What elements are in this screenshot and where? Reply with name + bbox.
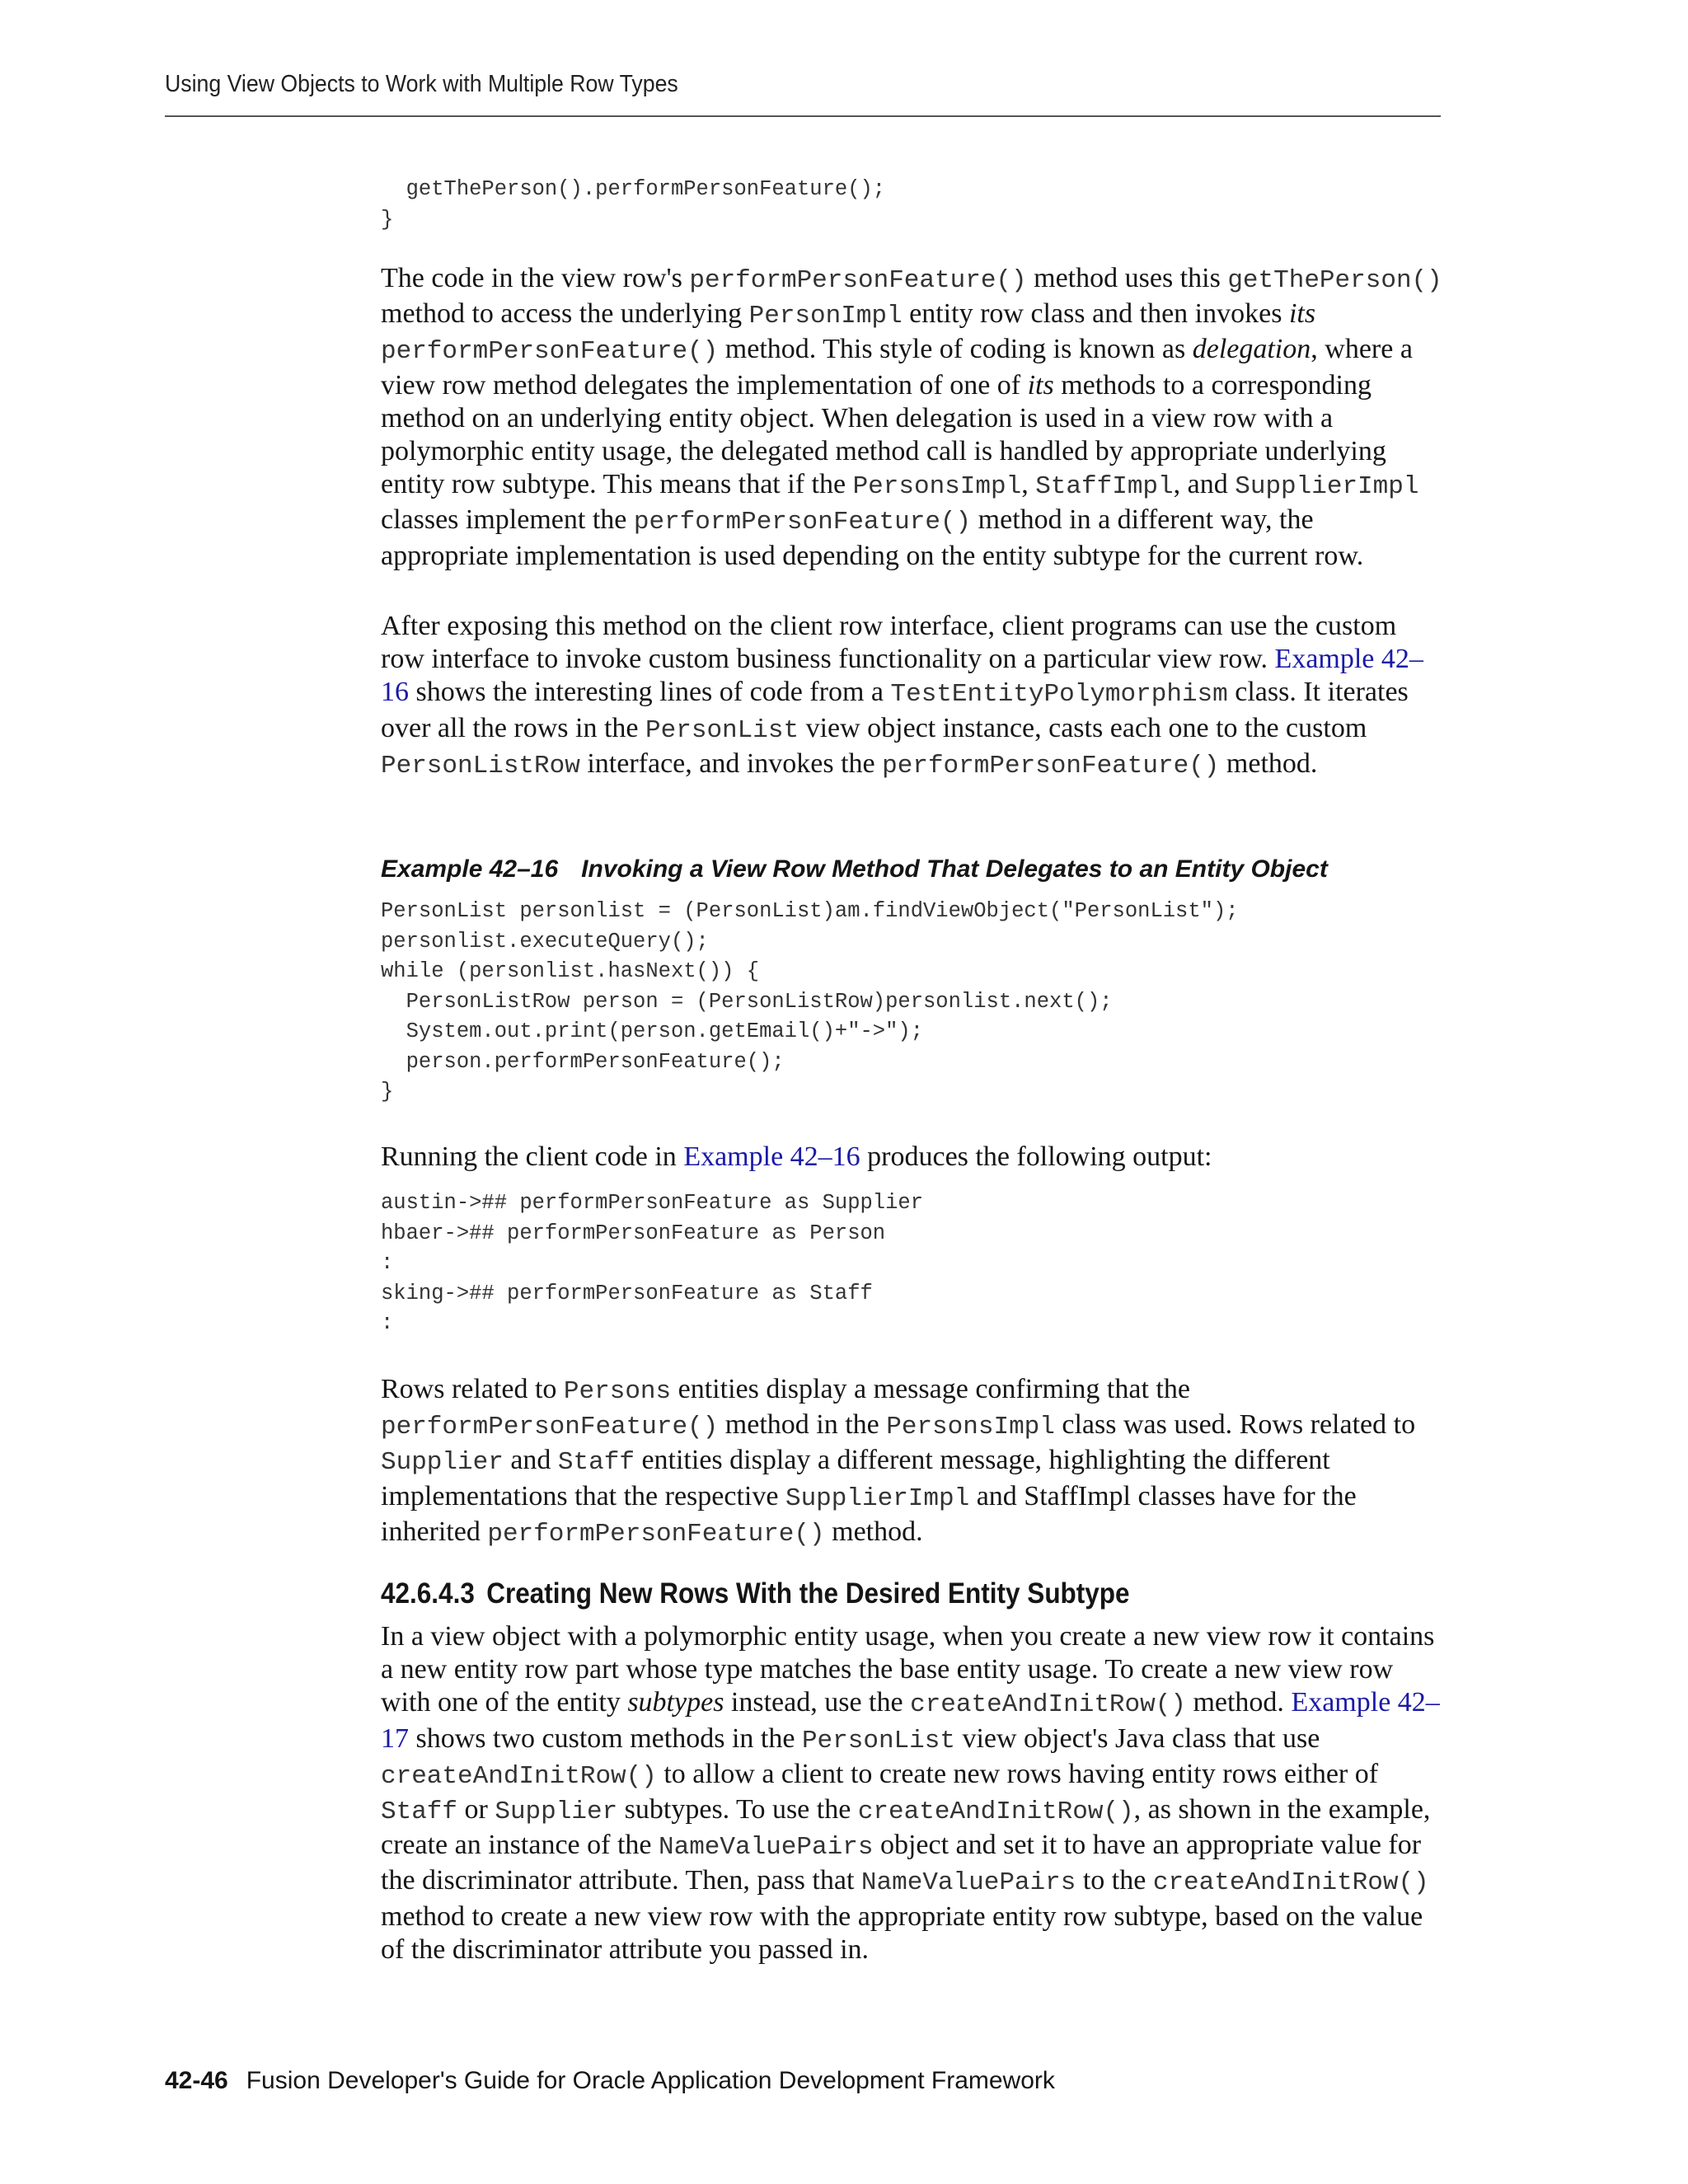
code-block-output: austin->## performPersonFeature as Supplier hbaer->## performPersonFeature as Person : sking->## performPersonFeature as Staff : (381, 1191, 924, 1335)
code-block-example: PersonList personlist = (PersonList)am.findViewObject("PersonList"); personlist.executeQuery(); while (personlist.hasNext()) { PersonListRow person = (PersonListRow)personlist.next(); System.out.print(person.getEmail()+"->"); person.performPersonFeature(); } (381, 899, 1239, 1104)
paragraph-client-interface: After exposing this method on the client row interface, client programs can use the custom row interface to invoke custom business functionality on a particular view row. Example 42–16 shows the interesting lines of code from a TestEntityPolymorphism class. It iterates over all the rows in the PersonList view object instance, casts each one to the custom PersonListRow interface, and invokes the performPersonFeature() method. (381, 611, 1423, 780)
section-number: 42.6.4.3 (381, 1577, 475, 1610)
paragraph-delegation: The code in the view row's performPersonFeature() method uses this getThePerson() method to access the underlying PersonImpl entity row class and then invokes its performPersonFeature() method. This style of coding is known as delegation, where a view row method delegates the implementation of one of its methods to a corresponding method on an underlying entity object. When delegation is used in a view row with a polymorphic entity usage, the delegated method call is handled by appropriate underlying entity row subtype. This means that if the PersonsImpl, StaffImpl, and SupplierImpl classes implement the performPersonFeature() method in a different way, the appropriate implementation is used depending on the entity subtype for the current row. (381, 263, 1442, 571)
example-title: Invoking a View Row Method That Delegates to an Entity Object (581, 855, 1328, 883)
page-footer (165, 2067, 1055, 2095)
page-number: 42-46 (165, 2067, 228, 2094)
example-number: Example 42–16 (381, 855, 559, 883)
paragraph-running-output: Running the client code in Example 42–16 produces the following output: (381, 1141, 1212, 1172)
example-caption (381, 855, 1328, 883)
link-example-42-16[interactable]: Example 42–16 (381, 644, 1423, 708)
paragraph-rows-related: Rows related to Persons entities display a message confirming that the performPersonFeature() method in the PersonsImpl class was used. Rows related to Supplier and Staff entities display a different message, highlighting the different implementations that the respective SupplierImpl and StaffImpl classes have for the inherited performPersonFeature() method. (381, 1374, 1416, 1549)
section-title: Creating New Rows With the Desired Entity Subtype (486, 1577, 1130, 1610)
book-title: Fusion Developer's Guide for Oracle Application Development Framework (246, 2067, 1055, 2094)
header-rule (165, 115, 1441, 117)
link-example-42-16-second[interactable]: Example 42–16 (683, 1141, 860, 1172)
section-heading (381, 1577, 1130, 1610)
code-block-top: getThePerson().performPersonFeature(); } (381, 177, 886, 232)
link-example-42-17[interactable]: Example 42–17 (381, 1687, 1440, 1754)
running-header: Using View Objects to Work with Multiple Row Types (165, 71, 678, 97)
paragraph-create-rows: In a view object with a polymorphic entity usage, when you create a new view row it contains a new entity row part whose type matches the base entity usage. To create a new view row with one of the entity subtypes instead, use the createAndInitRow() method. Example 42–17 shows two custom methods in the PersonList view object's Java class that use createAndInitRow() to allow a client to create new rows having entity rows either of Staff or Supplier subtypes. To use the createAndInitRow(), as shown in the example, create an instance of the NameValuePairs object and set it to have an appropriate value for the discriminator attribute. Then, pass that NameValuePairs to the createAndInitRow() method to create a new view row with the appropriate entity row subtype, based on the value of the discriminator attribute you passed in. (381, 1621, 1440, 1965)
